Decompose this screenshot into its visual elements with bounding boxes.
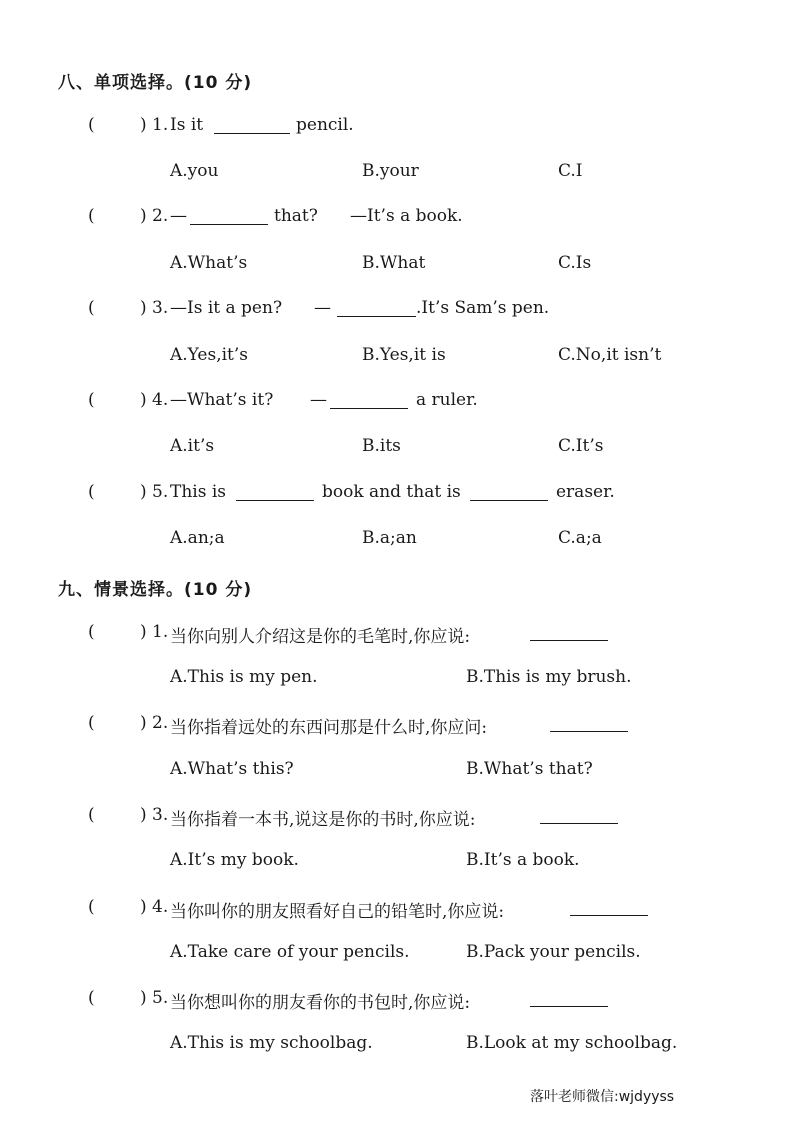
s9-question-5 — [0, 988, 793, 1014]
answer-blank[interactable] — [530, 622, 608, 641]
option-b: B.Pack your pencils. — [466, 942, 641, 962]
option-b: B.What — [362, 253, 426, 273]
answer-paren-open[interactable]: ( — [88, 897, 95, 917]
answer-paren-open[interactable]: ( — [88, 713, 95, 733]
question-text: pencil. — [296, 115, 354, 135]
option-c: C.No,it isn’t — [558, 345, 662, 365]
answer-blank[interactable] — [540, 805, 618, 824]
option-a: A.you — [170, 161, 219, 181]
answer-paren-open[interactable]: ( — [88, 390, 95, 410]
question-number: 4. — [152, 390, 169, 410]
answer-paren-close: ) — [140, 390, 147, 410]
answer-paren-close: ) — [140, 206, 147, 226]
answer-paren-close: ) — [140, 115, 147, 135]
option-a: A.What’s — [170, 253, 248, 273]
answer-blank[interactable] — [236, 482, 314, 501]
option-a: A.Take care of your pencils. — [170, 942, 410, 962]
answer-paren-close: ) — [140, 805, 147, 825]
question-number: 5. — [152, 988, 169, 1008]
s9-question-1 — [0, 622, 793, 648]
answer-paren-close: ) — [140, 298, 147, 318]
answer-paren-close: ) — [140, 482, 147, 502]
answer-blank[interactable] — [470, 482, 548, 501]
section-8-title: 八、单项选择。(10 分) — [58, 73, 253, 93]
s8-question-5 — [0, 482, 793, 508]
question-text: 当你想叫你的朋友看你的书包时,你应说: — [170, 993, 471, 1013]
option-a: A.an;a — [170, 528, 225, 548]
answer-blank[interactable] — [530, 988, 608, 1007]
option-a: A.It’s my book. — [170, 850, 299, 870]
option-a: A.This is my schoolbag. — [170, 1033, 373, 1053]
answer-paren-open[interactable]: ( — [88, 805, 95, 825]
section-9-title: 九、情景选择。(10 分) — [58, 580, 253, 600]
option-c: C.Is — [558, 253, 592, 273]
option-c: C.a;a — [558, 528, 602, 548]
answer-blank[interactable] — [570, 897, 648, 916]
question-text: eraser. — [556, 482, 615, 502]
s8-question-4 — [0, 390, 793, 416]
question-text: —What’s it? — [170, 390, 274, 410]
s9-question-3 — [0, 805, 793, 831]
answer-paren-open[interactable]: ( — [88, 988, 95, 1008]
question-text: a ruler. — [416, 390, 478, 410]
option-b: B.Look at my schoolbag. — [466, 1033, 678, 1053]
question-number: 5. — [152, 482, 169, 502]
s9-question-4 — [0, 897, 793, 923]
option-a: A.it’s — [170, 436, 215, 456]
option-a: A.This is my pen. — [170, 667, 318, 687]
option-c: C.It’s — [558, 436, 604, 456]
question-number: 1. — [152, 622, 169, 642]
answer-paren-open[interactable]: ( — [88, 206, 95, 226]
option-c: C.I — [558, 161, 583, 181]
footer-contact: 落叶老师微信:wjdyyss — [530, 1089, 675, 1105]
question-text: 当你指着一本书,说这是你的书时,你应说: — [170, 810, 476, 830]
answer-paren-open[interactable]: ( — [88, 115, 95, 135]
answer-blank[interactable] — [214, 115, 290, 134]
answer-paren-close: ) — [140, 622, 147, 642]
option-b: B.your — [362, 161, 419, 181]
question-number: 2. — [152, 206, 169, 226]
question-text: —Is it a pen? — [170, 298, 283, 318]
option-a: A.What’s this? — [170, 759, 294, 779]
question-number: 3. — [152, 298, 169, 318]
question-number: 2. — [152, 713, 169, 733]
answer-paren-open[interactable]: ( — [88, 482, 95, 502]
question-text: —It’s a book. — [350, 206, 463, 226]
question-number: 4. — [152, 897, 169, 917]
question-text: 当你指着远处的东西问那是什么时,你应问: — [170, 718, 488, 738]
question-text: 当你向别人介绍这是你的毛笔时,你应说: — [170, 627, 471, 647]
question-number: 3. — [152, 805, 169, 825]
option-b: B.a;an — [362, 528, 417, 548]
answer-blank[interactable] — [190, 206, 268, 225]
question-text: that? — [274, 206, 318, 226]
option-a: A.Yes,it’s — [170, 345, 249, 365]
s8-question-2 — [0, 206, 793, 232]
question-text: book and that is — [322, 482, 461, 502]
s8-question-3 — [0, 298, 793, 324]
question-text: Is it — [170, 115, 204, 135]
answer-paren-close: ) — [140, 713, 147, 733]
option-b: B.its — [362, 436, 401, 456]
question-text: .It’s Sam’s pen. — [416, 298, 550, 318]
answer-paren-open[interactable]: ( — [88, 298, 95, 318]
s9-question-2 — [0, 713, 793, 739]
answer-blank[interactable] — [330, 390, 408, 409]
question-text: This is — [170, 482, 227, 502]
option-b: B.This is my brush. — [466, 667, 632, 687]
question-text: 当你叫你的朋友照看好自己的铅笔时,你应说: — [170, 902, 505, 922]
answer-paren-close: ) — [140, 897, 147, 917]
question-text: — — [170, 206, 187, 226]
answer-paren-close: ) — [140, 988, 147, 1008]
option-b: B.It’s a book. — [466, 850, 580, 870]
question-number: 1. — [152, 115, 169, 135]
option-b: B.What’s that? — [466, 759, 593, 779]
answer-blank[interactable] — [550, 713, 628, 732]
option-b: B.Yes,it is — [362, 345, 446, 365]
question-text: — — [314, 298, 331, 318]
question-text: — — [310, 390, 327, 410]
answer-blank[interactable] — [337, 298, 416, 317]
answer-paren-open[interactable]: ( — [88, 622, 95, 642]
s8-question-1 — [0, 115, 793, 141]
